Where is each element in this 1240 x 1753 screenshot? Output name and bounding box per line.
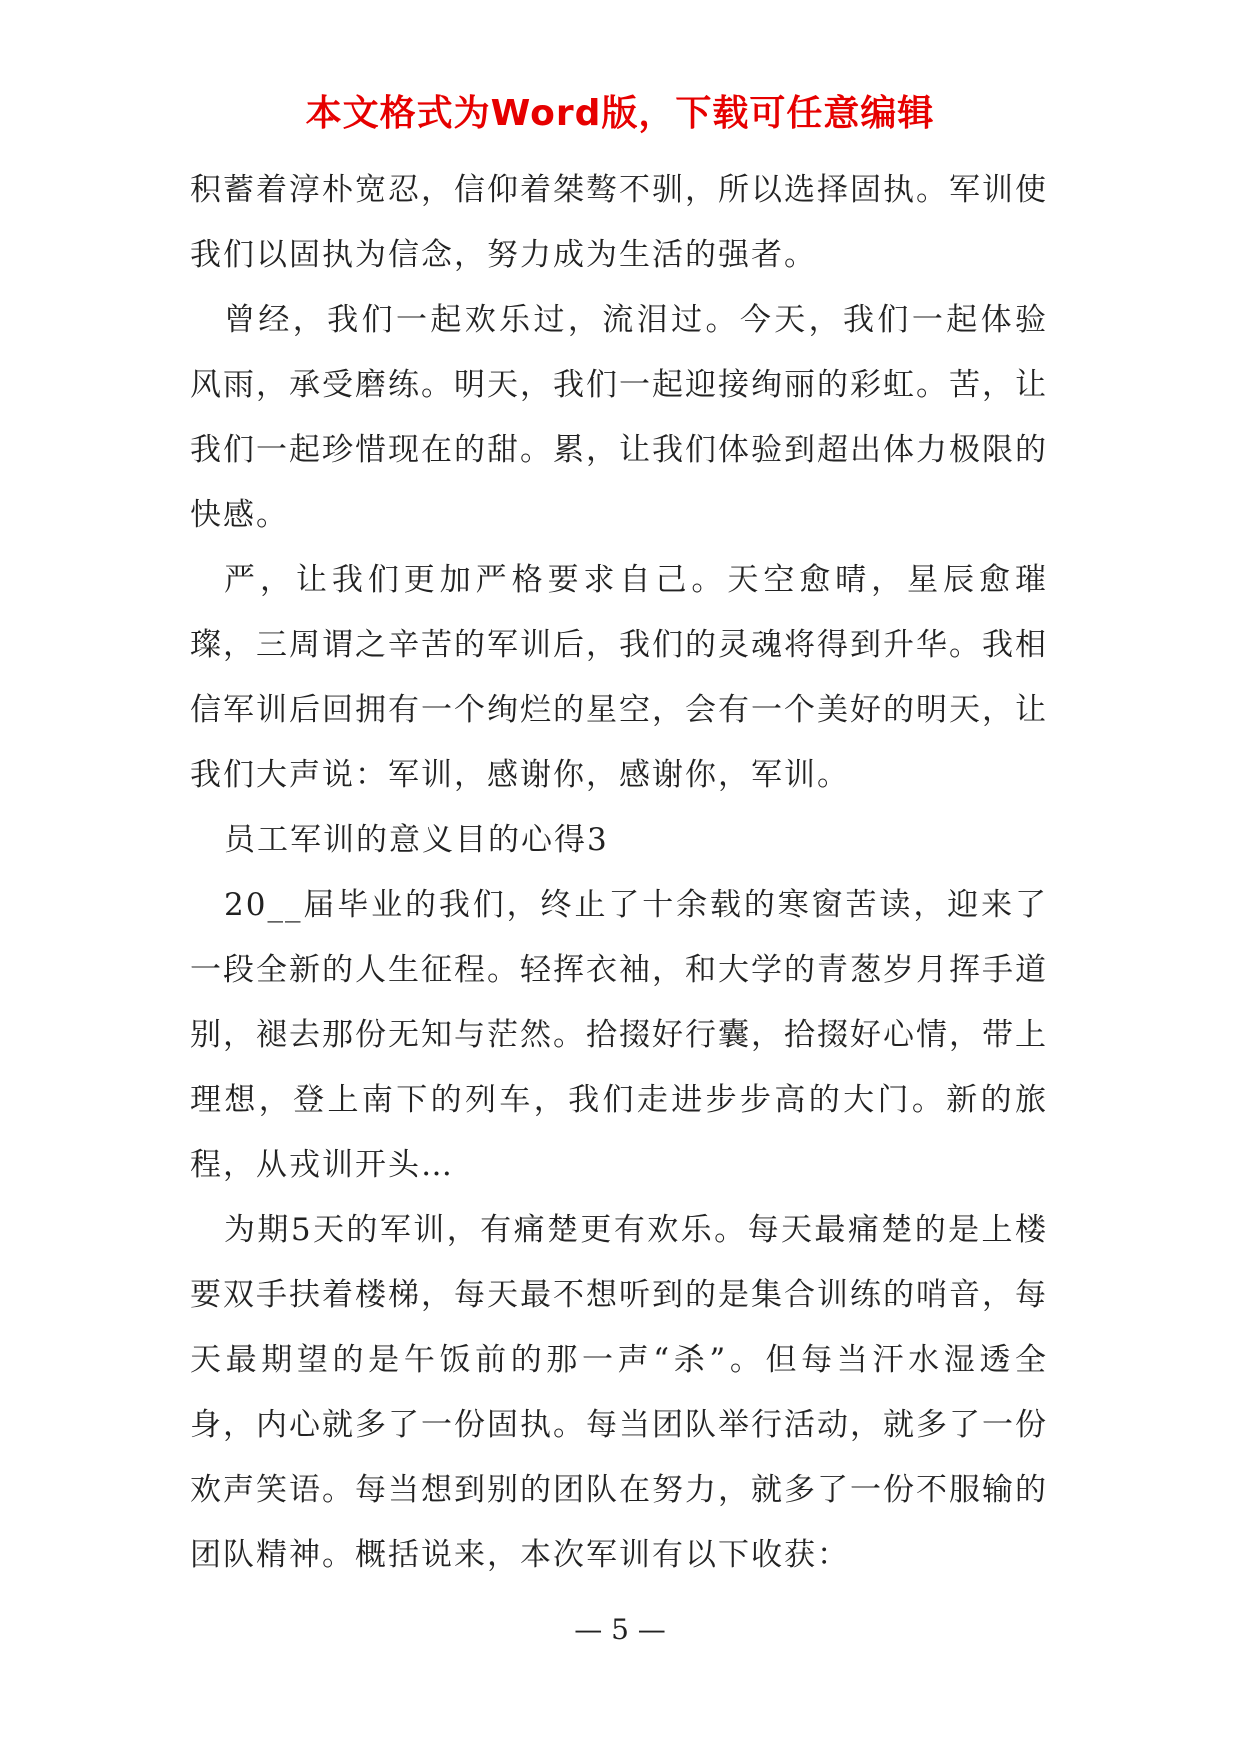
paragraph-2: 曾经，我们一起欢乐过，流泪过。今天，我们一起体验风雨，承受磨练。明天，我们一起迎接绚丽的彩虹。苦，让我们一起珍惜现在的甜。累，让我们体验到超出体力极限的快感。 (190, 302, 1048, 533)
paragraph-4: 20__届毕业的我们，终止了十余载的寒窗苦读，迎来了一段全新的人生征程。轻挥衣袖，和大学的青葱岁月挥手道别，褪去那份无知与茫然。拾掇好行囊，拾掇好心情，带上理想，登上南下的列车，我们走进步步高的大门。新的旅程，从戎训开头… (190, 887, 1048, 1183)
section-heading: 员工军训的意义目的心得3 (224, 822, 609, 858)
document-body (190, 158, 1048, 1588)
paragraph-1: 积蓄着淳朴宽忍，信仰着桀骜不驯，所以选择固执。军训使我们以固执为信念，努力成为生活的强者。 (190, 172, 1048, 273)
page-number: — 5 — (574, 1613, 666, 1646)
paragraph-3: 严，让我们更加严格要求自己。天空愈晴，星辰愈璀璨，三周谓之辛苦的军训后，我们的灵魂将得到升华。我相信军训后回拥有一个绚烂的星空，会有一个美好的明天，让我们大声说：军训，感谢你，感谢你，军训。 (190, 562, 1048, 793)
download-banner: 本文格式为Word版，下载可任意编辑 (305, 93, 935, 134)
paragraph-5: 为期5天的军训，有痛楚更有欢乐。每天最痛楚的是上楼要双手扶着楼梯，每天最不想听到的是集合训练的哨音，每天最期望的是午饭前的那一声“杀”。但每当汗水湿透全身，内心就多了一份固执。每当团队举行活动，就多了一份欢声笑语。每当想到别的团队在努力，就多了一份不服输的团队精神。概括说来，本次军训有以下收获： (190, 1212, 1048, 1573)
